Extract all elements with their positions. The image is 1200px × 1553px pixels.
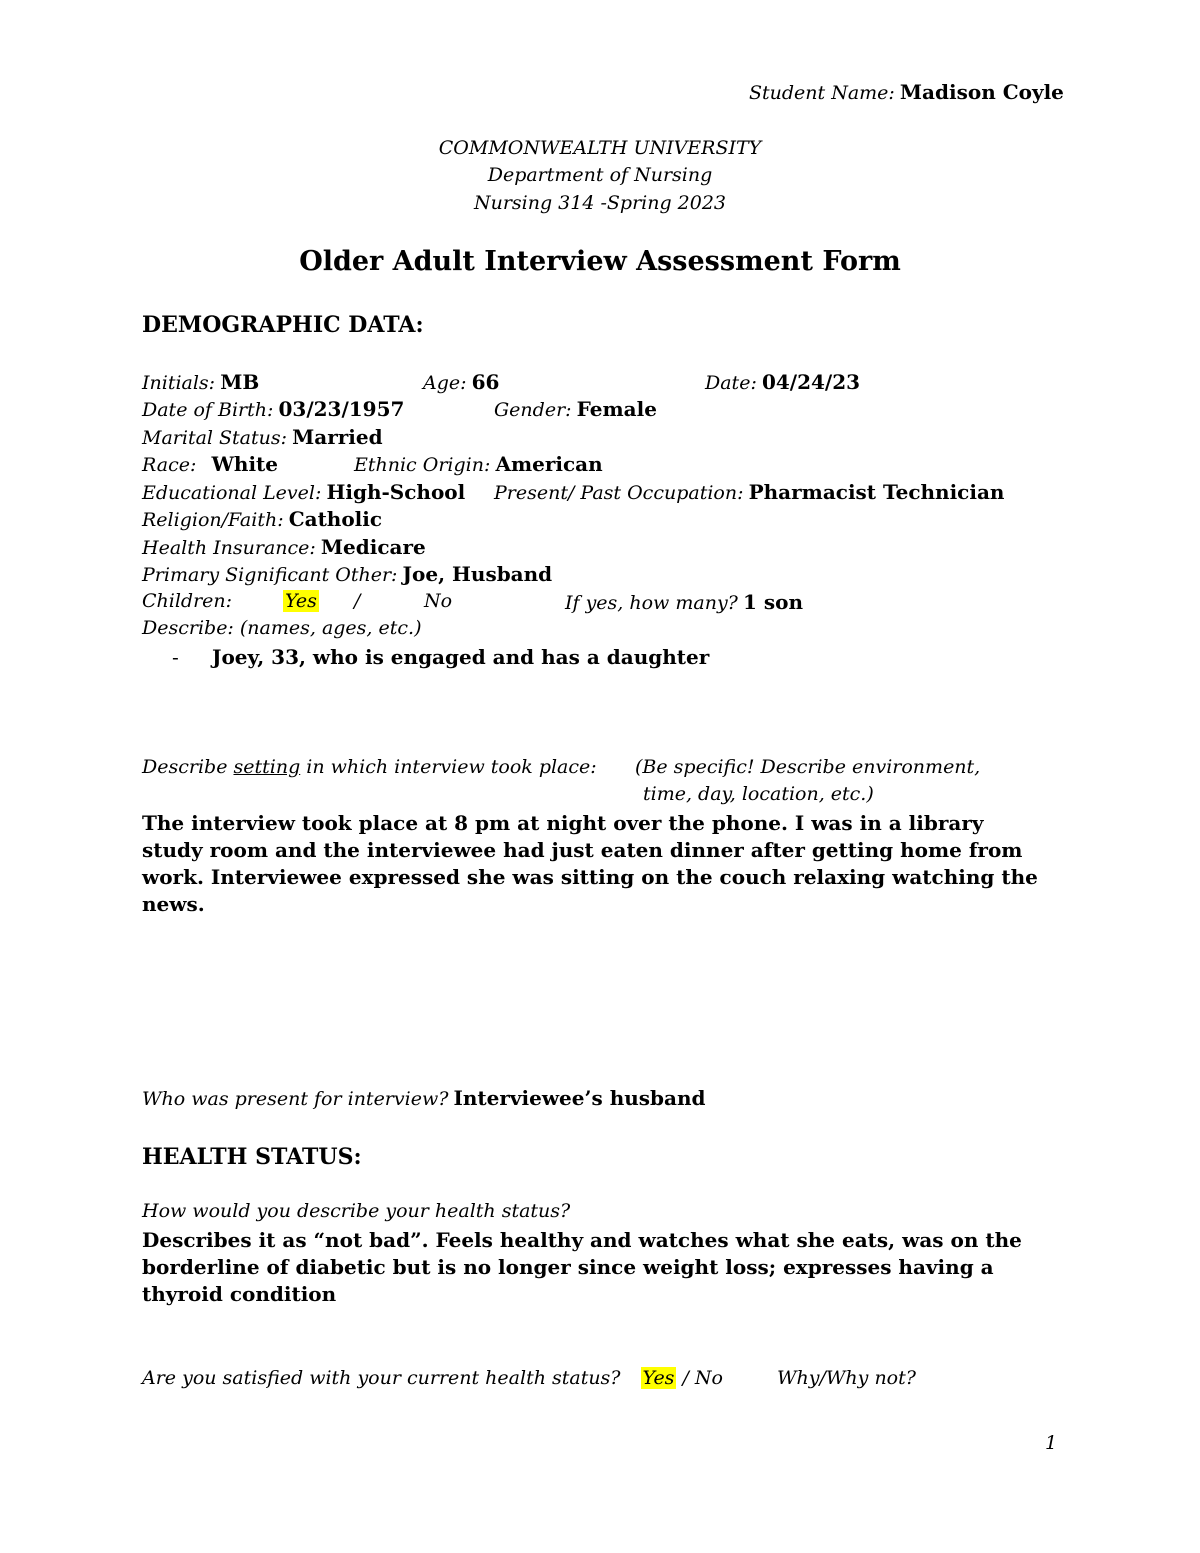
religion-value: Catholic — [288, 507, 383, 531]
health-question-2-why: Why/Why not? — [777, 1367, 916, 1389]
age-label: Age: — [423, 372, 467, 394]
education-value: High-School — [326, 480, 466, 504]
dob-field — [142, 397, 404, 421]
children-slash: / — [354, 590, 361, 612]
race-value: White — [211, 452, 279, 476]
marital-label: Marital Status: — [142, 427, 288, 449]
gender-field — [494, 397, 657, 421]
initials-value: MB — [220, 370, 260, 394]
significant-other-field — [142, 562, 552, 586]
ethnic-field — [354, 452, 603, 476]
setting-question-pre: Describe — [142, 756, 234, 778]
setting-answer: The interview took place at 8 pm at night over the phone. I was in a library study room and the interviewee had just eaten dinner after getting home from work. Interviewee expressed she was sitting on the couch relaxing watching the news. — [142, 811, 1038, 916]
health-question-2 — [142, 1367, 723, 1389]
health-question-1: How would you describe your health status? — [142, 1200, 571, 1222]
student-name-line — [749, 80, 1064, 104]
age-field — [423, 370, 499, 394]
occupation-value: Pharmacist Technician — [748, 480, 1005, 504]
education-label: Educational Level: — [142, 482, 322, 504]
health-answer-1: Describes it as “not bad”. Feels healthy and watches what she eats, was on the borderline of diabetic but is no longer since weight loss; expresses having a thyroid condition — [142, 1228, 1022, 1306]
health-question-2-no: / No — [676, 1367, 723, 1389]
occupation-label: Present/ Past Occupation: — [494, 482, 744, 504]
present-field — [142, 1086, 706, 1110]
insurance-label: Health Insurance: — [142, 537, 316, 559]
demographic-heading: DEMOGRAPHIC DATA: — [142, 312, 424, 338]
date-label: Date: — [705, 372, 757, 394]
setting-hint-line1: (Be specific! Describe environment, — [635, 756, 981, 778]
race-label: Race: — [142, 454, 197, 476]
page-number: 1 — [1045, 1432, 1058, 1454]
dob-label: Date of Birth: — [142, 399, 274, 421]
dob-value: 03/23/1957 — [278, 397, 405, 421]
university-name: COMMONWEALTH UNIVERSITY — [438, 137, 762, 159]
religion-field — [142, 507, 382, 531]
children-count-field — [565, 590, 803, 614]
children-no: No — [424, 590, 453, 612]
religion-label: Religion/Faith: — [142, 509, 284, 531]
race-field — [142, 452, 278, 476]
age-value: 66 — [471, 370, 500, 394]
children-label: Children: — [142, 590, 233, 612]
gender-value: Female — [576, 397, 657, 421]
student-name-value: Madison Coyle — [899, 80, 1064, 104]
significant-other-label: Primary Significant Other: — [142, 564, 398, 586]
course-name: Nursing 314 -Spring 2023 — [473, 192, 727, 214]
occupation-field — [494, 480, 1004, 504]
significant-other-value: Joe, Husband — [402, 562, 553, 586]
health-heading: HEALTH STATUS: — [142, 1144, 362, 1170]
initials-label: Initials: — [142, 372, 216, 394]
children-describe-label: Describe: (names, ages, etc.) — [142, 617, 422, 639]
marital-field — [142, 425, 383, 449]
children-yes: Yes — [285, 590, 317, 612]
date-field — [705, 370, 860, 394]
insurance-field — [142, 535, 426, 559]
initials-field — [142, 370, 259, 394]
date-value: 04/24/23 — [761, 370, 861, 394]
health-question-2-yes: Yes — [642, 1367, 675, 1389]
setting-question — [142, 756, 597, 778]
student-name-label: Student Name: — [749, 82, 895, 104]
gender-label: Gender: — [494, 399, 572, 421]
children-count-label: If yes, how many? — [565, 592, 738, 614]
setting-question-post: in which interview took place: — [300, 756, 597, 778]
setting-hint-line2: time, day, location, etc.) — [643, 783, 874, 805]
ethnic-label: Ethnic Origin: — [354, 454, 491, 476]
children-count-value: 1 son — [742, 590, 803, 614]
ethnic-value: American — [495, 452, 603, 476]
marital-value: Married — [292, 425, 383, 449]
health-question-2-text: Are you satisfied with your current health status? — [142, 1367, 621, 1389]
setting-question-underlined: setting — [233, 756, 301, 778]
department-name: Department of Nursing — [487, 164, 713, 186]
form-title: Older Adult Interview Assessment Form — [299, 246, 901, 277]
bullet-dash: - — [172, 645, 179, 669]
present-label: Who was present for interview? — [142, 1088, 449, 1110]
child-detail: Joey, 33, who is engaged and has a daughter — [212, 645, 710, 669]
education-field — [142, 480, 465, 504]
present-value: Interviewee’s husband — [453, 1086, 706, 1110]
insurance-value: Medicare — [320, 535, 426, 559]
